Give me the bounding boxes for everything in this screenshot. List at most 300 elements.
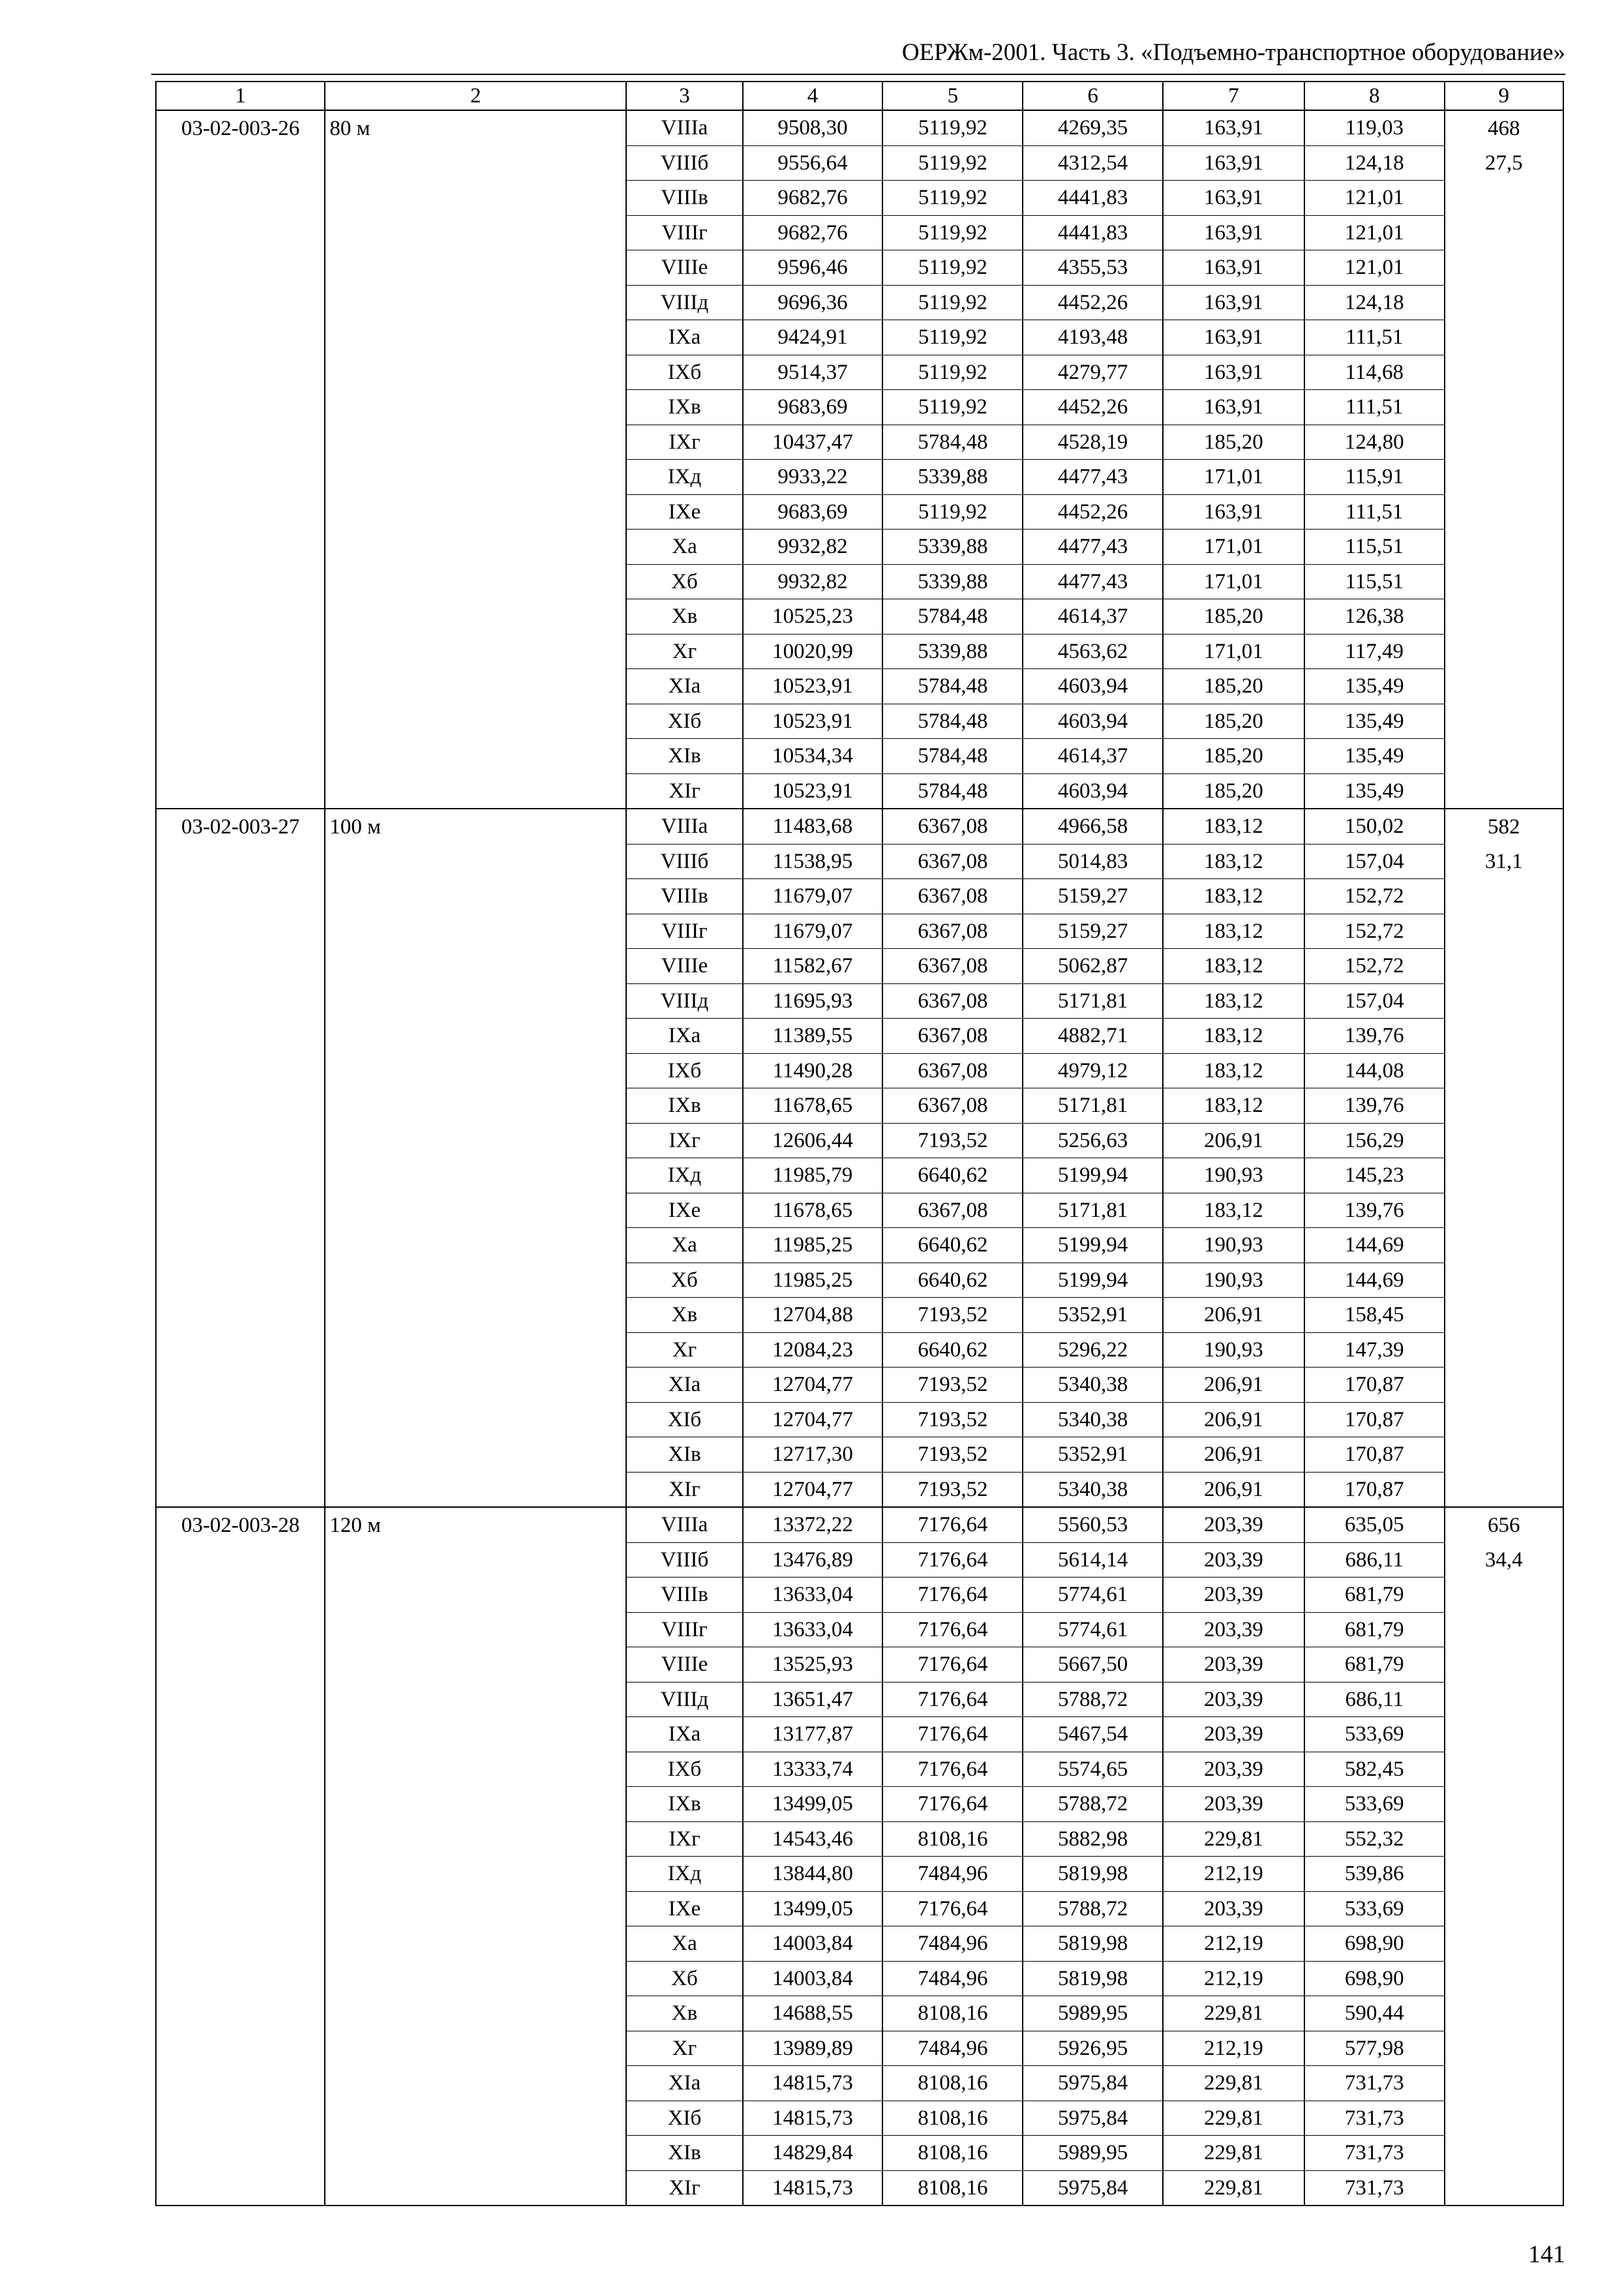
- extra-empty-cell: [1445, 2170, 1563, 2206]
- value-cell: 552,32: [1304, 1821, 1445, 1857]
- rate-code-empty: [156, 2031, 325, 2066]
- extra-empty-cell: [1445, 1053, 1563, 1088]
- extra-empty-cell: [1445, 285, 1563, 320]
- wind-region-cell: Xа: [626, 530, 742, 565]
- extra-empty-cell: [1445, 1891, 1563, 1926]
- table-row: [156, 145, 1563, 181]
- rate-code-empty: [156, 634, 325, 669]
- value-cell: 14003,84: [743, 1926, 883, 1962]
- value-cell: 7176,64: [882, 1682, 1023, 1717]
- extra-value-cell: 31,1: [1445, 844, 1563, 879]
- column-number: 6: [1023, 82, 1163, 110]
- table-row: [156, 1263, 1563, 1298]
- value-cell: 686,11: [1304, 1682, 1445, 1717]
- rate-name-empty: [325, 949, 626, 984]
- rate-code-empty: [156, 1368, 325, 1403]
- value-cell: 13499,05: [743, 1891, 883, 1926]
- rate-code-empty: [156, 564, 325, 599]
- rate-name-empty: [325, 1542, 626, 1578]
- value-cell: 5784,48: [882, 773, 1023, 809]
- value-cell: 11483,68: [743, 809, 883, 844]
- wind-region-cell: XIа: [626, 1368, 742, 1403]
- rate-code-empty: [156, 355, 325, 390]
- rate-code-empty: [156, 1682, 325, 1717]
- value-cell: 5171,81: [1023, 1193, 1163, 1228]
- column-number: 4: [743, 82, 883, 110]
- rate-code-empty: [156, 1647, 325, 1683]
- value-cell: 170,87: [1304, 1472, 1445, 1507]
- table-row: [156, 564, 1563, 599]
- wind-region-cell: XIг: [626, 773, 742, 809]
- value-cell: 124,80: [1304, 425, 1445, 460]
- value-cell: 183,12: [1163, 983, 1304, 1019]
- extra-empty-cell: [1445, 1717, 1563, 1752]
- value-cell: 144,69: [1304, 1228, 1445, 1263]
- extra-empty-cell: [1445, 390, 1563, 425]
- wind-region-cell: Xг: [626, 2031, 742, 2066]
- rate-name-empty: [325, 530, 626, 565]
- value-cell: 6367,08: [882, 1088, 1023, 1124]
- rate-name-empty: [325, 1019, 626, 1054]
- wind-region-cell: VIIIб: [626, 844, 742, 879]
- value-cell: 8108,16: [882, 2101, 1023, 2136]
- value-cell: 229,81: [1163, 2170, 1304, 2206]
- value-cell: 6367,08: [882, 914, 1023, 949]
- value-cell: 12704,77: [743, 1368, 883, 1403]
- rate-name-empty: [325, 2031, 626, 2066]
- value-cell: 183,12: [1163, 1019, 1304, 1054]
- value-cell: 12704,77: [743, 1402, 883, 1437]
- value-cell: 4603,94: [1023, 669, 1163, 704]
- value-cell: 11538,95: [743, 844, 883, 879]
- value-cell: 9508,30: [743, 110, 883, 145]
- extra-empty-cell: [1445, 2031, 1563, 2066]
- value-cell: 698,90: [1304, 1926, 1445, 1962]
- value-cell: 144,69: [1304, 1263, 1445, 1298]
- value-cell: 7193,52: [882, 1402, 1023, 1437]
- table-row: [156, 1857, 1563, 1892]
- table-row: [156, 1158, 1563, 1193]
- rate-name-empty: [325, 1088, 626, 1124]
- value-cell: 7484,96: [882, 2031, 1023, 2066]
- rate-code-empty: [156, 773, 325, 809]
- value-cell: 10523,91: [743, 704, 883, 739]
- wind-region-cell: IXб: [626, 1053, 742, 1088]
- rate-name-empty: [325, 1961, 626, 1996]
- value-cell: 183,12: [1163, 844, 1304, 879]
- table-row: [156, 949, 1563, 984]
- value-cell: 731,73: [1304, 2170, 1445, 2206]
- rate-name-empty: [325, 1578, 626, 1613]
- extra-value-cell: 27,5: [1445, 145, 1563, 181]
- value-cell: 135,49: [1304, 669, 1445, 704]
- value-cell: 12717,30: [743, 1437, 883, 1473]
- value-cell: 152,72: [1304, 949, 1445, 984]
- table-row: [156, 1542, 1563, 1578]
- rate-code-empty: [156, 914, 325, 949]
- rate-code-empty: [156, 1578, 325, 1613]
- value-cell: 13476,89: [743, 1542, 883, 1578]
- table-row: [156, 2031, 1563, 2066]
- value-cell: 5926,95: [1023, 2031, 1163, 2066]
- value-cell: 203,39: [1163, 1507, 1304, 1542]
- value-cell: 14688,55: [743, 1996, 883, 2031]
- page-number: 141: [1528, 2241, 1565, 2268]
- value-cell: 582,45: [1304, 1752, 1445, 1787]
- column-number: 5: [882, 82, 1023, 110]
- wind-region-cell: Xб: [626, 564, 742, 599]
- value-cell: 183,12: [1163, 1193, 1304, 1228]
- extra-empty-cell: [1445, 1123, 1563, 1158]
- value-cell: 4452,26: [1023, 390, 1163, 425]
- value-cell: 4614,37: [1023, 599, 1163, 635]
- value-cell: 121,01: [1304, 181, 1445, 216]
- extra-empty-cell: [1445, 1402, 1563, 1437]
- rate-code: 03-02-003-26: [156, 110, 325, 145]
- rate-name-empty: [325, 494, 626, 530]
- extra-value-cell: 582: [1445, 809, 1563, 844]
- table-row: [156, 1228, 1563, 1263]
- rate-code-empty: [156, 1088, 325, 1124]
- value-cell: 183,12: [1163, 914, 1304, 949]
- value-cell: 4477,43: [1023, 530, 1163, 565]
- value-cell: 206,91: [1163, 1437, 1304, 1473]
- value-cell: 10523,91: [743, 669, 883, 704]
- value-cell: 5119,92: [882, 285, 1023, 320]
- rate-name-empty: [325, 1752, 626, 1787]
- value-cell: 5784,48: [882, 739, 1023, 774]
- rate-name-empty: [325, 2170, 626, 2206]
- rate-code-empty: [156, 2136, 325, 2171]
- wind-region-cell: IXе: [626, 494, 742, 530]
- value-cell: 11985,25: [743, 1228, 883, 1263]
- value-cell: 5199,94: [1023, 1263, 1163, 1298]
- value-cell: 4528,19: [1023, 425, 1163, 460]
- table-row: [156, 599, 1563, 635]
- rate-code-empty: [156, 285, 325, 320]
- value-cell: 150,02: [1304, 809, 1445, 844]
- value-cell: 4477,43: [1023, 460, 1163, 495]
- table-row: [156, 739, 1563, 774]
- wind-region-cell: IXа: [626, 1717, 742, 1752]
- value-cell: 7193,52: [882, 1437, 1023, 1473]
- value-cell: 5119,92: [882, 250, 1023, 286]
- value-cell: 13525,93: [743, 1647, 883, 1683]
- value-cell: 170,87: [1304, 1402, 1445, 1437]
- rate-code-empty: [156, 145, 325, 181]
- value-cell: 5339,88: [882, 460, 1023, 495]
- extra-empty-cell: [1445, 704, 1563, 739]
- value-cell: 6640,62: [882, 1332, 1023, 1368]
- rate-name-empty: [325, 1053, 626, 1088]
- rate-name-empty: [325, 2066, 626, 2101]
- table-header: [156, 82, 1563, 110]
- value-cell: 731,73: [1304, 2101, 1445, 2136]
- wind-region-cell: IXе: [626, 1193, 742, 1228]
- extra-empty-cell: [1445, 215, 1563, 250]
- rate-name-empty: [325, 1612, 626, 1647]
- value-cell: 190,93: [1163, 1332, 1304, 1368]
- value-cell: 13844,80: [743, 1857, 883, 1892]
- wind-region-cell: VIIIе: [626, 250, 742, 286]
- value-cell: 206,91: [1163, 1402, 1304, 1437]
- value-cell: 183,12: [1163, 949, 1304, 984]
- wind-region-cell: Xв: [626, 1996, 742, 2031]
- table-row: [156, 1891, 1563, 1926]
- rate-name: 120 м: [325, 1507, 626, 1542]
- table-row: [156, 809, 1563, 844]
- value-cell: 229,81: [1163, 1821, 1304, 1857]
- rate-name-empty: [325, 1123, 626, 1158]
- rate-code-empty: [156, 949, 325, 984]
- value-cell: 145,23: [1304, 1158, 1445, 1193]
- value-cell: 229,81: [1163, 2136, 1304, 2171]
- value-cell: 7176,64: [882, 1578, 1023, 1613]
- value-cell: 9932,82: [743, 530, 883, 565]
- value-cell: 203,39: [1163, 1542, 1304, 1578]
- value-cell: 6640,62: [882, 1158, 1023, 1193]
- value-cell: 5788,72: [1023, 1891, 1163, 1926]
- extra-empty-cell: [1445, 320, 1563, 355]
- rate-name-empty: [325, 879, 626, 914]
- table-row: [156, 110, 1563, 145]
- value-cell: 5774,61: [1023, 1578, 1163, 1613]
- rate-code-empty: [156, 494, 325, 530]
- table-row: [156, 2136, 1563, 2171]
- rate-name-empty: [325, 1368, 626, 1403]
- rate-name-empty: [325, 460, 626, 495]
- value-cell: 13633,04: [743, 1612, 883, 1647]
- value-cell: 7484,96: [882, 1857, 1023, 1892]
- column-number: 7: [1163, 82, 1304, 110]
- wind-region-cell: VIIIе: [626, 949, 742, 984]
- value-cell: 163,91: [1163, 355, 1304, 390]
- value-cell: 5989,95: [1023, 2136, 1163, 2171]
- value-cell: 681,79: [1304, 1578, 1445, 1613]
- value-cell: 5340,38: [1023, 1402, 1163, 1437]
- extra-empty-cell: [1445, 1578, 1563, 1613]
- table-row: [156, 1996, 1563, 2031]
- rate-name-empty: [325, 1891, 626, 1926]
- value-cell: 539,86: [1304, 1857, 1445, 1892]
- extra-value-cell: 468: [1445, 110, 1563, 145]
- rate-name-empty: [325, 1158, 626, 1193]
- wind-region-cell: VIIIг: [626, 215, 742, 250]
- rate-code-empty: [156, 1542, 325, 1578]
- extra-empty-cell: [1445, 669, 1563, 704]
- value-cell: 8108,16: [882, 1996, 1023, 2031]
- value-cell: 190,93: [1163, 1263, 1304, 1298]
- wind-region-cell: Xг: [626, 634, 742, 669]
- rate-name-empty: [325, 1717, 626, 1752]
- rate-name-empty: [325, 1193, 626, 1228]
- value-cell: 11679,07: [743, 879, 883, 914]
- value-cell: 4603,94: [1023, 773, 1163, 809]
- table-row: [156, 1926, 1563, 1962]
- rate-name-empty: [325, 773, 626, 809]
- wind-region-cell: Xб: [626, 1961, 742, 1996]
- value-cell: 4441,83: [1023, 181, 1163, 216]
- value-cell: 5784,48: [882, 599, 1023, 635]
- value-cell: 5119,92: [882, 390, 1023, 425]
- extra-empty-cell: [1445, 1088, 1563, 1124]
- value-cell: 12606,44: [743, 1123, 883, 1158]
- rate-name-empty: [325, 739, 626, 774]
- wind-region-cell: XIг: [626, 2170, 742, 2206]
- value-cell: 10020,99: [743, 634, 883, 669]
- value-cell: 5119,92: [882, 320, 1023, 355]
- value-cell: 135,49: [1304, 704, 1445, 739]
- value-cell: 698,90: [1304, 1961, 1445, 1996]
- value-cell: 203,39: [1163, 1578, 1304, 1613]
- value-cell: 5062,87: [1023, 949, 1163, 984]
- extra-empty-cell: [1445, 1158, 1563, 1193]
- value-cell: 11490,28: [743, 1053, 883, 1088]
- value-cell: 9682,76: [743, 215, 883, 250]
- value-cell: 171,01: [1163, 634, 1304, 669]
- rate-name-empty: [325, 215, 626, 250]
- value-cell: 14815,73: [743, 2170, 883, 2206]
- value-cell: 185,20: [1163, 669, 1304, 704]
- column-number: 2: [325, 82, 626, 110]
- value-cell: 686,11: [1304, 1542, 1445, 1578]
- table-row: [156, 1647, 1563, 1683]
- rate-code-empty: [156, 844, 325, 879]
- value-cell: 681,79: [1304, 1612, 1445, 1647]
- value-cell: 5339,88: [882, 634, 1023, 669]
- table-row: [156, 320, 1563, 355]
- page-header-title: ОЕРЖм-2001. Часть 3. «Подъемно-транспортное оборудование»: [901, 39, 1565, 66]
- value-cell: 11985,79: [743, 1158, 883, 1193]
- value-cell: 5119,92: [882, 145, 1023, 181]
- value-cell: 139,76: [1304, 1193, 1445, 1228]
- table-row: [156, 879, 1563, 914]
- wind-region-cell: IXв: [626, 1088, 742, 1124]
- value-cell: 4441,83: [1023, 215, 1163, 250]
- value-cell: 12084,23: [743, 1332, 883, 1368]
- wind-region-cell: XIг: [626, 1472, 742, 1507]
- wind-region-cell: VIIIа: [626, 809, 742, 844]
- value-cell: 157,04: [1304, 844, 1445, 879]
- rate-name-empty: [325, 669, 626, 704]
- wind-region-cell: VIIIд: [626, 983, 742, 1019]
- value-cell: 5159,27: [1023, 879, 1163, 914]
- rate-name-empty: [325, 320, 626, 355]
- value-cell: 9696,36: [743, 285, 883, 320]
- value-cell: 9932,82: [743, 564, 883, 599]
- wind-region-cell: Xв: [626, 599, 742, 635]
- rate-name-empty: [325, 1647, 626, 1683]
- value-cell: 7193,52: [882, 1298, 1023, 1333]
- value-cell: 7193,52: [882, 1472, 1023, 1507]
- value-cell: 147,39: [1304, 1332, 1445, 1368]
- value-cell: 4603,94: [1023, 704, 1163, 739]
- value-cell: 14829,84: [743, 2136, 883, 2171]
- wind-region-cell: VIIIа: [626, 1507, 742, 1542]
- value-cell: 9556,64: [743, 145, 883, 181]
- value-cell: 5819,98: [1023, 1926, 1163, 1962]
- table-row: [156, 2101, 1563, 2136]
- value-cell: 171,01: [1163, 530, 1304, 565]
- value-cell: 4193,48: [1023, 320, 1163, 355]
- wind-region-cell: IXа: [626, 320, 742, 355]
- rate-name-empty: [325, 1263, 626, 1298]
- value-cell: 6367,08: [882, 1053, 1023, 1088]
- value-cell: 4452,26: [1023, 285, 1163, 320]
- wind-region-cell: Xг: [626, 1332, 742, 1368]
- extra-empty-cell: [1445, 1961, 1563, 1996]
- table-row: [156, 215, 1563, 250]
- rate-name-empty: [325, 1402, 626, 1437]
- value-cell: 6367,08: [882, 983, 1023, 1019]
- rate-name-empty: [325, 1682, 626, 1717]
- table-row: [156, 914, 1563, 949]
- rate-code-empty: [156, 1891, 325, 1926]
- header-rule: [151, 74, 1565, 75]
- value-cell: 5119,92: [882, 355, 1023, 390]
- value-cell: 171,01: [1163, 564, 1304, 599]
- value-cell: 111,51: [1304, 494, 1445, 530]
- value-cell: 206,91: [1163, 1298, 1304, 1333]
- value-cell: 4269,35: [1023, 110, 1163, 145]
- rate-code: 03-02-003-27: [156, 809, 325, 844]
- table-row: [156, 460, 1563, 495]
- table-row: [156, 250, 1563, 286]
- value-cell: 14003,84: [743, 1961, 883, 1996]
- value-cell: 5784,48: [882, 669, 1023, 704]
- wind-region-cell: VIIIв: [626, 181, 742, 216]
- table-row: [156, 669, 1563, 704]
- value-cell: 185,20: [1163, 704, 1304, 739]
- rate-name-empty: [325, 1787, 626, 1822]
- wind-region-cell: IXг: [626, 425, 742, 460]
- extra-empty-cell: [1445, 460, 1563, 495]
- extra-empty-cell: [1445, 250, 1563, 286]
- wind-region-cell: IXв: [626, 390, 742, 425]
- value-cell: 13333,74: [743, 1752, 883, 1787]
- rate-code-empty: [156, 599, 325, 635]
- value-cell: 229,81: [1163, 2066, 1304, 2101]
- table-row: [156, 2066, 1563, 2101]
- value-cell: 203,39: [1163, 1682, 1304, 1717]
- table-row: [156, 1053, 1563, 1088]
- value-cell: 13177,87: [743, 1717, 883, 1752]
- value-cell: 229,81: [1163, 1996, 1304, 2031]
- value-cell: 7176,64: [882, 1647, 1023, 1683]
- rate-code-empty: [156, 879, 325, 914]
- wind-region-cell: IXв: [626, 1787, 742, 1822]
- value-cell: 5352,91: [1023, 1298, 1163, 1333]
- value-cell: 183,12: [1163, 879, 1304, 914]
- value-cell: 13651,47: [743, 1682, 883, 1717]
- wind-region-cell: VIIIв: [626, 879, 742, 914]
- value-cell: 13989,89: [743, 2031, 883, 2066]
- value-cell: 7176,64: [882, 1507, 1023, 1542]
- rate-code-empty: [156, 320, 325, 355]
- value-cell: 6640,62: [882, 1263, 1023, 1298]
- rate-name-empty: [325, 704, 626, 739]
- rate-code-empty: [156, 1228, 325, 1263]
- extra-empty-cell: [1445, 949, 1563, 984]
- table-row: [156, 181, 1563, 216]
- table-row: [156, 1437, 1563, 1473]
- value-cell: 117,49: [1304, 634, 1445, 669]
- value-cell: 183,12: [1163, 1088, 1304, 1124]
- value-cell: 5199,94: [1023, 1158, 1163, 1193]
- extra-empty-cell: [1445, 355, 1563, 390]
- value-cell: 10525,23: [743, 599, 883, 635]
- table-row: [156, 1717, 1563, 1752]
